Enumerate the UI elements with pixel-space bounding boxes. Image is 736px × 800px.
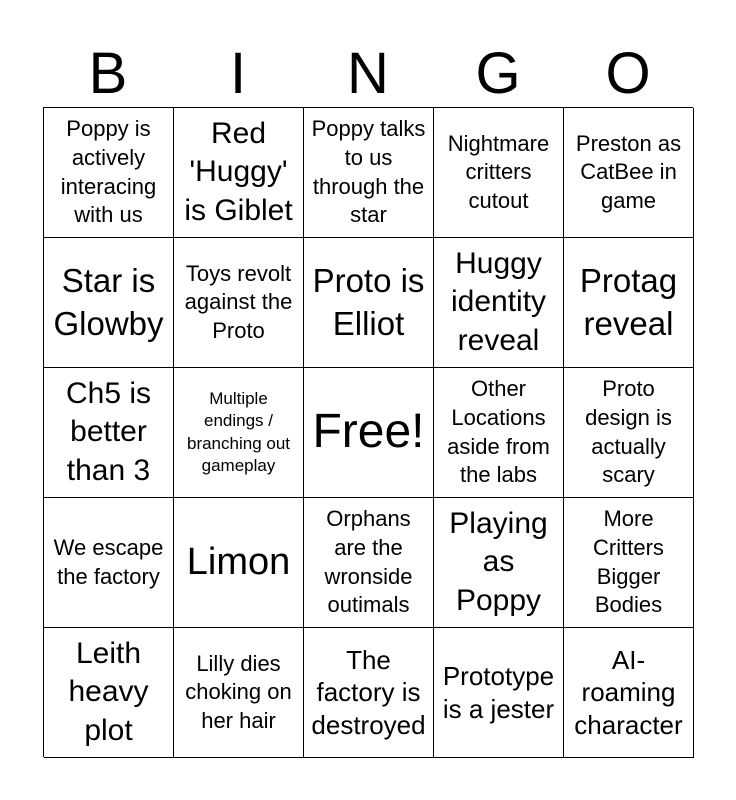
bingo-cell[interactable]: [434, 238, 564, 368]
bingo-header: [43, 40, 693, 108]
cell-text: Star is Glowby: [53, 262, 164, 342]
cell-text: Toys revolt against the Proto: [184, 260, 293, 343]
cell-text: Red 'Huggy' is Giblet: [184, 116, 293, 227]
bingo-cell[interactable]: [434, 498, 564, 628]
bingo-cell[interactable]: [44, 498, 174, 628]
cell-text: Huggy identity reveal: [450, 246, 547, 357]
bingo-cell[interactable]: [174, 368, 304, 498]
bingo-cell[interactable]: [304, 108, 434, 238]
bingo-cell[interactable]: [434, 368, 564, 498]
bingo-cell[interactable]: [564, 498, 694, 628]
bingo-cell[interactable]: [564, 108, 694, 238]
cell-text: We escape the factory: [53, 534, 164, 589]
header-letter-i: I: [229, 41, 247, 106]
bingo-cell[interactable]: [44, 238, 174, 368]
bingo-cell[interactable]: [434, 108, 564, 238]
cell-text: Poppy is actively interacing with us: [60, 116, 157, 228]
bingo-cell[interactable]: [174, 498, 304, 628]
bingo-cell[interactable]: [304, 238, 434, 368]
bingo-cell[interactable]: [564, 628, 694, 758]
cell-text: Multiple endings / branching out gameplay: [186, 389, 291, 475]
bingo-cell[interactable]: [44, 108, 174, 238]
cell-text: Poppy talks to us through the star: [311, 116, 426, 228]
header-letter-b: B: [88, 41, 128, 106]
bingo-cell[interactable]: [304, 498, 434, 628]
bingo-cell[interactable]: [44, 368, 174, 498]
bingo-cell[interactable]: [434, 628, 564, 758]
free-space-cell[interactable]: [304, 368, 434, 498]
bingo-cell[interactable]: [564, 238, 694, 368]
header-letter-g: G: [475, 41, 521, 106]
cell-text: Prototype is a jester: [442, 661, 555, 724]
bingo-cell[interactable]: [174, 238, 304, 368]
cell-text: Lilly dies choking on her hair: [185, 650, 292, 733]
bingo-cell[interactable]: [174, 628, 304, 758]
bingo-cell[interactable]: [174, 108, 304, 238]
bingo-cell[interactable]: [304, 628, 434, 758]
cell-text: AI-roaming character: [574, 644, 683, 740]
free-space-text: Free!: [312, 405, 425, 459]
cell-text: Proto design is actually scary: [585, 376, 672, 488]
header-letter-o: O: [605, 41, 651, 106]
bingo-cell[interactable]: [44, 628, 174, 758]
cell-text: Protag reveal: [579, 262, 678, 342]
cell-text: Ch5 is better than 3: [65, 376, 152, 487]
bingo-board: [43, 107, 693, 757]
cell-text: Limon: [186, 540, 291, 583]
cell-text: The factory is destroyed: [311, 644, 426, 740]
cell-text: More Critters Bigger Bodies: [593, 506, 664, 618]
cell-text: Nightmare critters cutout: [447, 130, 550, 213]
cell-text: Proto is Elliot: [312, 262, 425, 342]
cell-text: Leith heavy plot: [68, 636, 149, 747]
cell-text: Other Locations aside from the labs: [447, 376, 550, 488]
cell-text: Preston as CatBee in game: [575, 130, 682, 213]
cell-text: Playing as Poppy: [449, 506, 548, 617]
bingo-cell[interactable]: [564, 368, 694, 498]
cell-text: Orphans are the wronside outimals: [324, 506, 413, 618]
header-letter-n: N: [347, 41, 389, 106]
